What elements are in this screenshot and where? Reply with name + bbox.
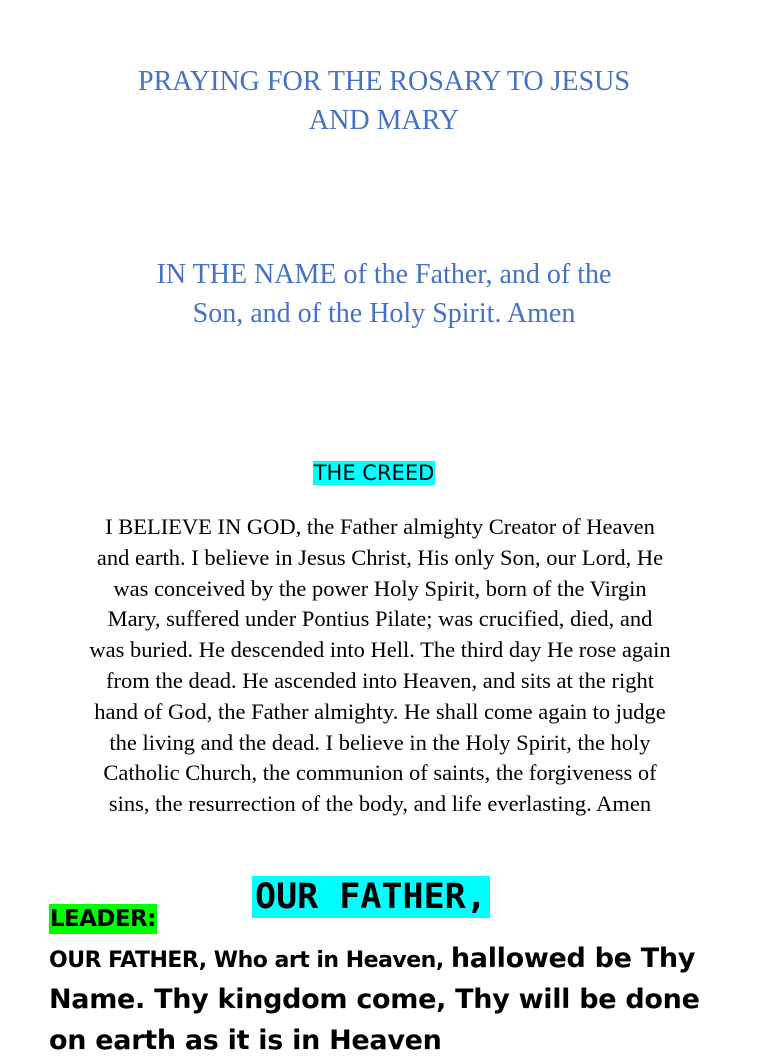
our-father-prayer xyxy=(49,940,739,1063)
our-father-heading: OUR FATHER, xyxy=(252,876,490,918)
creed-heading-container xyxy=(0,458,748,488)
creed-heading: THE CREED xyxy=(313,461,435,485)
document-title: PRAYING FOR THE ROSARY TO JESUS AND MARY xyxy=(138,66,630,136)
creed-paragraph: I BELIEVE IN GOD, the Father almighty Creator of Heaven and earth. I believe in Jesus Christ, His only Son, our Lord, He was conceived by the power Holy Spirit, born of the Virgin Mary, suffered under Pontius Pilate; was crucified, died, and was buried. He descended into Hell. The third day He rose again from the dead. He ascended into Heaven, and sits at the right hand of God, the Father almighty. He shall come again to judge the living and the dead. I believe in the Holy Spirit, the holy Catholic Church, the communion of saints, the forgiveness of sins, the resurrection of the body, and life everlasting. Amen xyxy=(89,514,671,817)
invocation-text: IN THE NAME of the Father, and of the Son, and of the Holy Spirit. Amen xyxy=(156,259,612,329)
our-father-prayer-continuation: hallowed be Thy Name. Thy kingdom come, Thy will be done on earth as it is in Heaven xyxy=(49,943,700,1056)
our-father-prayer-opening: OUR FATHER, Who art in Heaven, xyxy=(49,948,451,973)
leader-label: LEADER: xyxy=(50,906,156,932)
